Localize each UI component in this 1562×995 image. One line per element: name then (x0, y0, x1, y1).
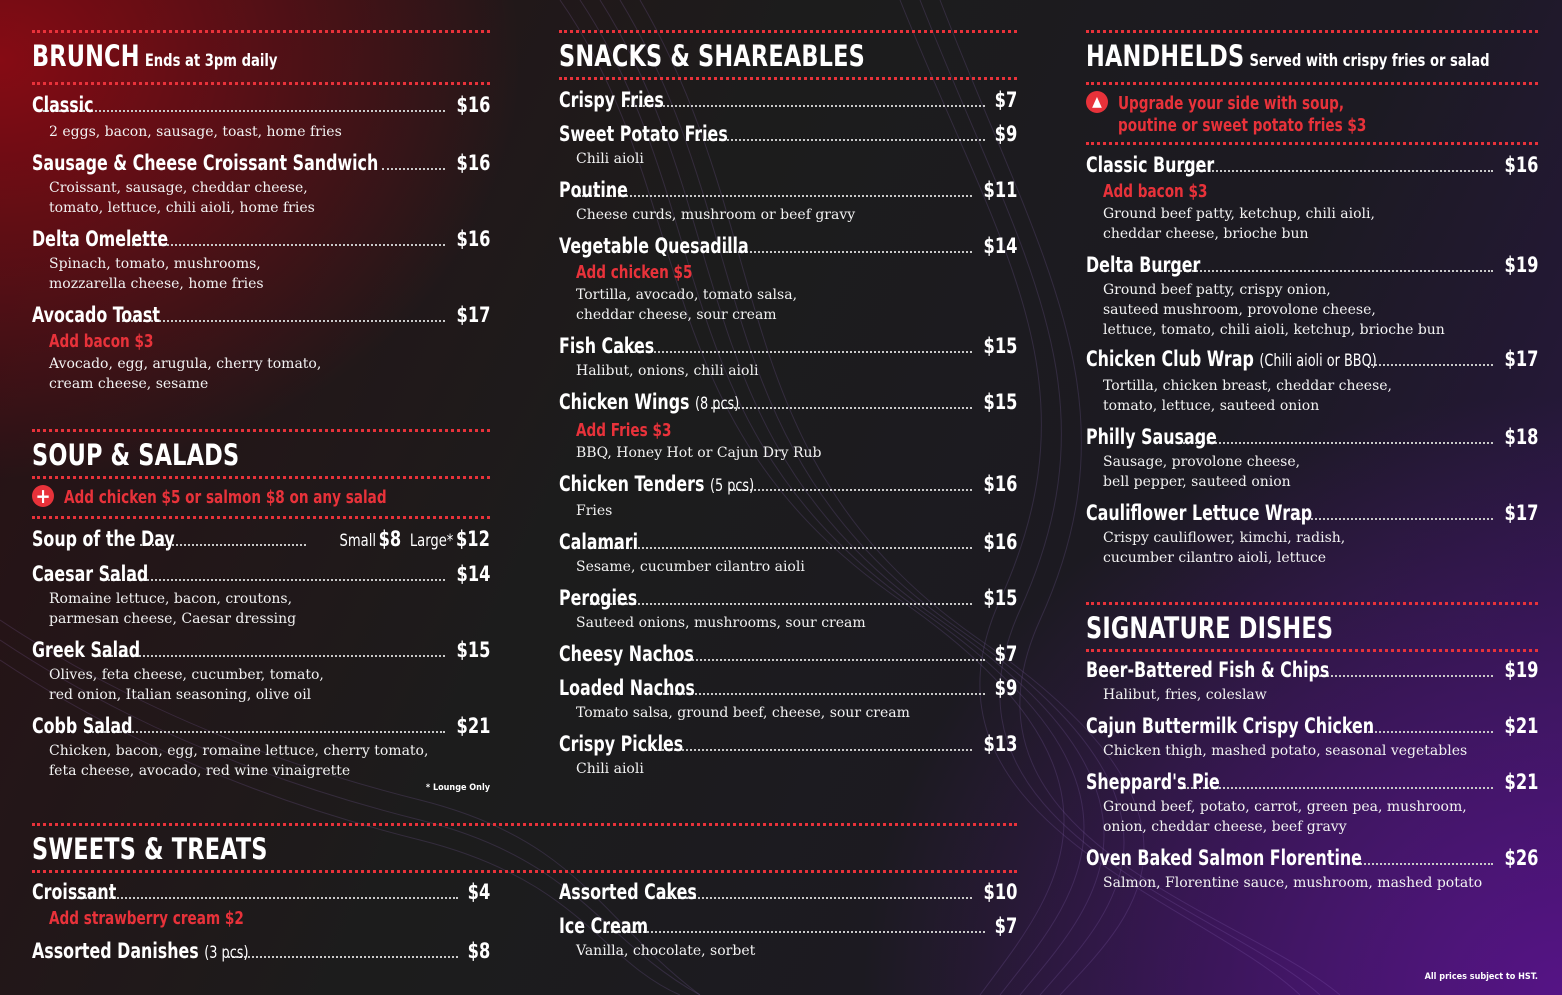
menu-item-assorted-cakes (559, 877, 1017, 907)
divider (1086, 142, 1538, 145)
item-desc: Sauteed onions, mushrooms, sour cream (576, 615, 866, 631)
item-price: $17 (1504, 501, 1538, 525)
leader-dots (132, 244, 445, 246)
item-name-text: Chicken Wings (559, 390, 690, 414)
item-price: $18 (1504, 425, 1538, 449)
menu-item-sheppards-pie (1086, 767, 1538, 837)
section-title-brunch (32, 39, 426, 78)
item-desc: Ground beef patty, crispy onion, (1103, 282, 1331, 298)
menu-item-chicken-club-wrap (1086, 344, 1538, 416)
item-name: Calamari (559, 530, 639, 554)
section-title-sweets: SWEETS & TREATS (32, 832, 268, 866)
item-desc: Vanilla, chocolate, sorbet (576, 943, 756, 959)
size-label-large: Large* (409, 531, 454, 551)
menu-item-chicken-wings (559, 387, 1017, 463)
item-name: Caesar Salad (32, 562, 149, 586)
item-name-text: Chicken Tenders (559, 472, 705, 496)
leader-dots (382, 168, 444, 170)
item-price: $9 (994, 122, 1017, 146)
leader-dots (99, 655, 445, 657)
sweets-right (559, 877, 1017, 961)
brunch-subtitle: Ends at 3pm daily (144, 51, 278, 71)
item-desc: cream cheese, sesame (49, 376, 209, 392)
item-price: $16 (1504, 153, 1538, 177)
item-desc: tomato, lettuce, sauteed onion (1103, 398, 1320, 414)
salad-promo (32, 485, 490, 510)
leader-dots (603, 931, 985, 933)
item-price: $15 (983, 586, 1017, 610)
leader-dots (1184, 787, 1493, 789)
menu-item-delta-burger (1086, 250, 1538, 340)
item-addon: Add strawberry cream $2 (49, 908, 244, 929)
item-desc: tomato, lettuce, chili aioli, home fries (49, 200, 315, 216)
item-desc: red onion, Italian seasoning, olive oil (49, 687, 312, 703)
item-price: $10 (983, 880, 1017, 904)
divider (559, 30, 1017, 33)
leader-dots (579, 195, 972, 197)
item-desc: mozzarella cheese, home fries (49, 276, 264, 292)
promo-text: Add chicken $5 or salmon $8 on any salad (64, 487, 387, 508)
item-price: $13 (983, 732, 1017, 756)
section-title-signature: SIGNATURE DISHES (1086, 611, 1334, 645)
divider (32, 870, 1017, 873)
menu-item-cajun-chicken (1086, 711, 1538, 761)
leader-dots (70, 897, 457, 899)
menu-item-fish-and-chips (1086, 655, 1538, 705)
leader-dots (228, 956, 458, 958)
plus-icon: + (32, 485, 54, 507)
promo-text: poutine or sweet potato fries $3 (1118, 115, 1367, 136)
item-desc: Sausage, provolone cheese, (1103, 454, 1301, 470)
item-name: Classic Burger (1086, 153, 1215, 177)
item-price (337, 524, 490, 556)
leader-dots (622, 105, 985, 107)
item-desc: feta cheese, avocado, red wine vinaigrette (49, 763, 351, 779)
divider (32, 516, 490, 519)
menu-item-crispy-fries (559, 85, 1017, 115)
menu-item-vegetable-quesadilla (559, 231, 1017, 325)
menu-item-cheesy-nachos (559, 639, 1017, 669)
leader-dots (610, 351, 971, 353)
menu-item-soup-of-the-day (32, 524, 490, 556)
tax-note: All prices subject to HST. (1424, 972, 1538, 982)
menu-item-croissant (32, 877, 490, 931)
menu-item-poutine (559, 175, 1017, 225)
leader-dots (591, 547, 972, 549)
menu-item-calamari (559, 527, 1017, 577)
item-price: $4 (467, 880, 490, 904)
item-desc: Olives, feta cheese, cucumber, tomato, (49, 667, 324, 683)
item-name: Soup of the Day (32, 527, 175, 551)
item-price: $8 (467, 939, 490, 963)
menu-item-greek-salad (32, 635, 490, 705)
item-price: $16 (456, 151, 490, 175)
item-desc: Tomato salsa, ground beef, cheese, sour cream (576, 705, 910, 721)
item-desc: Sesame, cucumber cilantro aioli (576, 559, 805, 575)
divider (559, 77, 1017, 80)
leader-dots (723, 251, 972, 253)
brunch-title: BRUNCH (32, 39, 140, 73)
section-sweets (32, 823, 1017, 963)
item-name (559, 387, 739, 419)
sweets-left (32, 877, 490, 968)
divider (32, 823, 1017, 826)
upgrade-arrow-icon: ▲ (1086, 91, 1108, 113)
menu-item-perogies (559, 583, 1017, 633)
item-name: Crispy Pickles (559, 732, 684, 756)
item-price: $15 (983, 390, 1017, 414)
item-name: Philly Sausage (1086, 425, 1217, 449)
leader-dots (122, 320, 444, 322)
menu-item-crispy-pickles (559, 729, 1017, 779)
section-title-soups: SOUP & SALADS (32, 438, 240, 472)
leader-dots (43, 110, 444, 112)
leader-dots (1177, 170, 1492, 172)
leader-dots (711, 407, 971, 409)
menu-item-classic (32, 90, 490, 142)
item-desc: lettuce, tomato, chili aioli, ketchup, brioche bun (1103, 322, 1445, 338)
small-price: $8 (378, 527, 402, 551)
divider (1086, 649, 1538, 652)
item-price: $7 (994, 88, 1017, 112)
item-name-text: Assorted Danishes (32, 939, 199, 963)
leader-dots (661, 897, 972, 899)
item-name-text: Chicken Club Wrap (1086, 347, 1254, 371)
item-price: $17 (456, 303, 490, 327)
item-desc: cucumber cilantro aioli, lettuce (1103, 550, 1327, 566)
divider (32, 429, 490, 432)
menu-item-delta-omelette (32, 224, 490, 294)
item-addon: Add chicken $5 (576, 262, 693, 283)
item-desc: Halibut, onions, chili aioli (576, 363, 759, 379)
item-name: Sausage & Cheese Croissant Sandwich (32, 151, 379, 175)
item-addon: Add bacon $3 (1103, 181, 1208, 202)
item-name (1086, 344, 1377, 376)
item-name: Fish Cakes (559, 334, 655, 358)
item-price: $16 (456, 93, 490, 117)
handhelds-title: HANDHELDS (1086, 39, 1245, 73)
item-addon: Add Fries $3 (576, 420, 672, 441)
divider (1086, 30, 1538, 33)
leader-dots (1368, 731, 1493, 733)
item-desc: Spinach, tomato, mushrooms, (49, 256, 261, 272)
column-right (1086, 30, 1538, 893)
item-name: Croissant (32, 880, 117, 904)
item-desc: Croissant, sausage, cheddar cheese, (49, 180, 308, 196)
menu-item-cauliflower-wrap (1086, 498, 1538, 568)
item-desc: parmesan cheese, Caesar dressing (49, 611, 297, 627)
leader-dots (645, 749, 972, 751)
item-price: $21 (1504, 770, 1538, 794)
item-price: $15 (456, 638, 490, 662)
leader-dots (1353, 863, 1492, 865)
menu-item-avocado-toast (32, 300, 490, 394)
item-price: $14 (456, 562, 490, 586)
menu-item-fish-cakes (559, 331, 1017, 381)
item-desc: 2 eggs, bacon, sausage, toast, home fries (49, 124, 342, 140)
item-name: Assorted Cakes (559, 880, 697, 904)
menu-item-assorted-danishes (32, 936, 490, 968)
leader-dots (1180, 442, 1492, 444)
leader-dots (1314, 675, 1492, 677)
item-name (559, 469, 754, 501)
item-desc: Fries (576, 503, 613, 519)
item-name: Delta Burger (1086, 253, 1201, 277)
leader-dots (657, 659, 984, 661)
item-price: $17 (1504, 347, 1538, 371)
item-desc: Chili aioli (576, 761, 644, 777)
item-name: Perogies (559, 586, 638, 610)
column-middle (559, 30, 1017, 779)
item-name: Cajun Buttermilk Crispy Chicken (1086, 714, 1375, 738)
divider (1086, 602, 1538, 605)
item-name: Beer-Battered Fish & Chips (1086, 658, 1330, 682)
item-name: Loaded Nachos (559, 676, 695, 700)
item-desc: Chili aioli (576, 151, 644, 167)
item-price: $19 (1504, 253, 1538, 277)
menu-item-classic-burger (1086, 150, 1538, 244)
item-price: $16 (983, 530, 1017, 554)
item-desc: Tortilla, avocado, tomato salsa, (576, 287, 798, 303)
item-price: $15 (983, 334, 1017, 358)
leader-dots (729, 489, 971, 491)
divider (1086, 82, 1538, 85)
leader-dots (1371, 364, 1493, 366)
item-desc: Ground beef patty, ketchup, chili aioli, (1103, 206, 1375, 222)
item-desc: Chicken thigh, mashed potato, seasonal vegetables (1103, 743, 1468, 759)
divider (32, 30, 490, 33)
item-desc: Halibut, fries, coleslaw (1103, 687, 1267, 703)
item-qty: (5 pcs) (709, 476, 755, 496)
item-desc: cheddar cheese, sour cream (576, 307, 777, 323)
item-desc: BBQ, Honey Hot or Cajun Dry Rub (576, 445, 822, 461)
item-qty: (3 pcs) (204, 943, 249, 963)
item-price: $7 (994, 914, 1017, 938)
item-price: $16 (456, 227, 490, 251)
section-title-snacks: SNACKS & SHAREABLES (559, 39, 865, 73)
menu-item-caesar-salad (32, 559, 490, 629)
menu-item-loaded-nachos (559, 673, 1017, 723)
item-addon: Add bacon $3 (49, 331, 154, 352)
item-price: $21 (456, 714, 490, 738)
item-price: $11 (983, 178, 1017, 202)
divider (32, 82, 490, 85)
item-name (32, 936, 248, 968)
item-desc: Avocado, egg, arugula, cherry tomato, (49, 356, 322, 372)
item-qty: (8 pcs) (695, 394, 740, 414)
item-price: $26 (1504, 846, 1538, 870)
size-label-small: Small (339, 531, 377, 551)
leader-dots (1294, 518, 1493, 520)
leader-dots (590, 603, 972, 605)
menu-item-ice-cream (559, 911, 1017, 961)
item-price: $9 (994, 676, 1017, 700)
item-name: Oven Baked Salmon Florentine (1086, 846, 1362, 870)
item-desc: Crispy cauliflower, kimchi, radish, (1103, 530, 1346, 546)
item-name: Greek Salad (32, 638, 141, 662)
leader-dots (1161, 270, 1493, 272)
item-desc: Tortilla, chicken breast, cheddar cheese, (1103, 378, 1392, 394)
item-desc: Cheese curds, mushroom or beef gravy (576, 207, 856, 223)
section-title-handhelds (1086, 39, 1490, 78)
item-price: $16 (983, 472, 1017, 496)
promo-text: Upgrade your side with soup, (1118, 93, 1345, 114)
menu-item-cobb-salad (32, 711, 490, 781)
item-desc: Romaine lettuce, bacon, croutons, (49, 591, 293, 607)
item-price: $21 (1504, 714, 1538, 738)
item-desc: onion, cheddar cheese, beef gravy (1103, 819, 1347, 835)
item-desc: Ground beef, potato, carrot, green pea, mushroom, (1103, 799, 1467, 815)
item-name: Cobb Salad (32, 714, 133, 738)
item-desc: sauteed mushroom, provolone cheese, (1103, 302, 1376, 318)
item-name: Cauliflower Lettuce Wrap (1086, 501, 1313, 525)
item-name: Poutine (559, 178, 628, 202)
item-desc: Salmon, Florentine sauce, mushroom, mashed potato (1103, 875, 1483, 891)
leader-dots (659, 693, 985, 695)
leader-dots (89, 731, 444, 733)
leader-dots (698, 139, 985, 141)
item-price: $19 (1504, 658, 1538, 682)
item-price: $14 (983, 234, 1017, 258)
side-upgrade-promo (1086, 91, 1538, 138)
item-name: Sweet Potato Fries (559, 122, 728, 146)
item-name: Cheesy Nachos (559, 642, 694, 666)
lounge-only-note: * Lounge Only (425, 783, 490, 793)
item-name: Delta Omelette (32, 227, 169, 251)
item-qty: (Chili aioli or BBQ) (1259, 351, 1377, 371)
item-desc: bell pepper, sauteed onion (1103, 474, 1291, 490)
item-name: Classic (32, 93, 94, 117)
leader-dots (108, 579, 444, 581)
large-price: $12 (456, 527, 490, 551)
item-name: Ice Cream (559, 914, 649, 938)
item-name: Crispy Fries (559, 88, 664, 112)
item-price: $7 (994, 642, 1017, 666)
item-desc: cheddar cheese, brioche bun (1103, 226, 1309, 242)
item-desc: Chicken, bacon, egg, romaine lettuce, cherry tomato, (49, 743, 429, 759)
menu-item-croissant-sandwich (32, 148, 490, 218)
item-name: Vegetable Quesadilla (559, 234, 749, 258)
menu-item-chicken-tenders (559, 469, 1017, 521)
menu-item-philly-sausage (1086, 422, 1538, 492)
menu-item-salmon-florentine (1086, 843, 1538, 893)
handhelds-subtitle: Served with crispy fries or salad (1249, 51, 1490, 71)
column-left (32, 30, 490, 793)
item-name: Sheppard's Pie (1086, 770, 1220, 794)
menu-item-sweet-potato-fries (559, 119, 1017, 169)
item-name: Avocado Toast (32, 303, 160, 327)
divider (32, 476, 490, 479)
